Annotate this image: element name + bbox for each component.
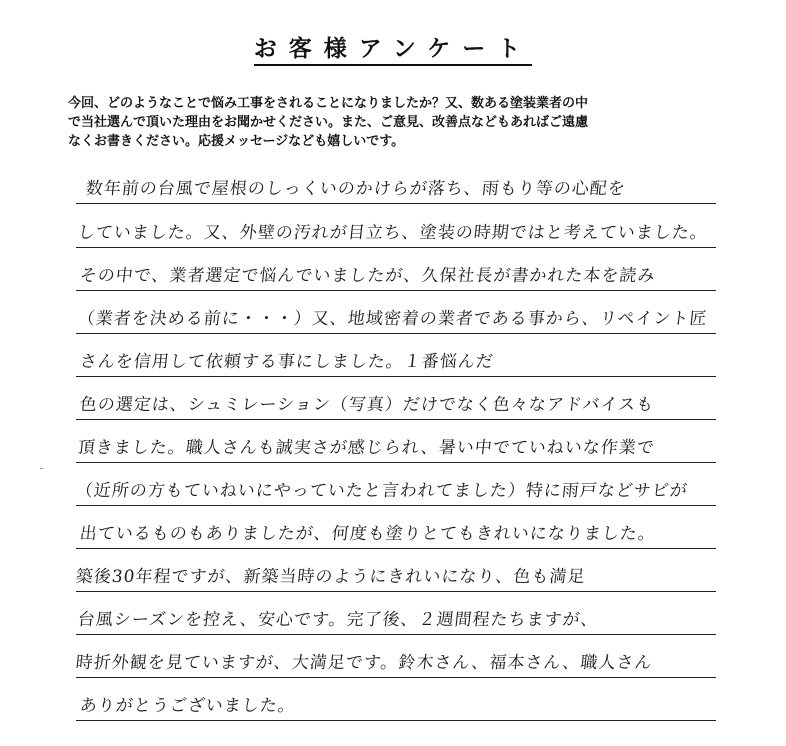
scan-speck xyxy=(40,468,43,469)
handwritten-text: 頂きました。職人さんも誠実さが感じられ、暑い中でていねいな作業で xyxy=(76,438,656,458)
handwritten-text: 色の選定は、シュミレーション（写真）だけでなく色々なアドバイスも xyxy=(78,395,656,415)
handwritten-text: さんを信用して依頼する事にしました。１番悩んだ xyxy=(78,352,495,372)
answer-line xyxy=(76,388,716,420)
answer-line xyxy=(76,216,716,248)
intro-line: で当社選んで頂いた理由をお聞かせください。また、ご意見、改善点などもあればご遠慮 xyxy=(68,115,589,130)
answer-line xyxy=(76,689,716,721)
answer-line xyxy=(76,345,716,377)
handwritten-text: 築後30年程ですが、新築当時のようにきれいになり、色も満足 xyxy=(74,567,587,587)
handwritten-text: 台風シーズンを控え、安心です。完了後、２週間程たちますが、 xyxy=(76,610,600,630)
handwritten-text: （業者を決める前に・・・）又、地域密着の業者である事から、リペイント匠 xyxy=(76,309,709,329)
answer-line xyxy=(76,474,716,506)
answer-line xyxy=(76,172,716,204)
handwritten-text: 数年前の台風で屋根のしっくいのかけらが落ち、雨もり等の心配を xyxy=(84,179,627,199)
intro-line: 今回、どのようなことで悩み工事をされることになりましたか？又、数ある塗装業者の中 xyxy=(68,96,589,111)
page-title-text: お客様アンケート xyxy=(254,36,533,66)
intro-line: なくお書きください。応援メッセージなども嬉しいです。 xyxy=(68,134,405,149)
answer-line xyxy=(76,302,716,334)
answer-line xyxy=(76,560,716,592)
handwritten-text: その中で、業者選定で悩んでいましたが、久保社長が書かれた本を読み xyxy=(78,266,657,286)
answer-line xyxy=(76,646,716,678)
handwritten-text: していました。又、外壁の汚れが目立ち、塗装の時期ではと考えていました。 xyxy=(76,223,709,243)
answer-line xyxy=(76,431,716,463)
answer-line xyxy=(76,517,716,549)
handwritten-text: （近所の方もていねいにやっていたと言われてました）特に雨戸などサビが xyxy=(74,481,689,501)
handwritten-text: ありがとうございました。 xyxy=(78,696,297,716)
answer-line xyxy=(76,259,716,291)
handwritten-text: 時折外観を見ていますが、大満足です。鈴木さん、福本さん、職人さん xyxy=(74,653,654,673)
handwritten-text: 出ているものもありましたが、何度も塗りとてもきれいになりました。 xyxy=(78,524,657,544)
answer-line xyxy=(76,603,716,635)
